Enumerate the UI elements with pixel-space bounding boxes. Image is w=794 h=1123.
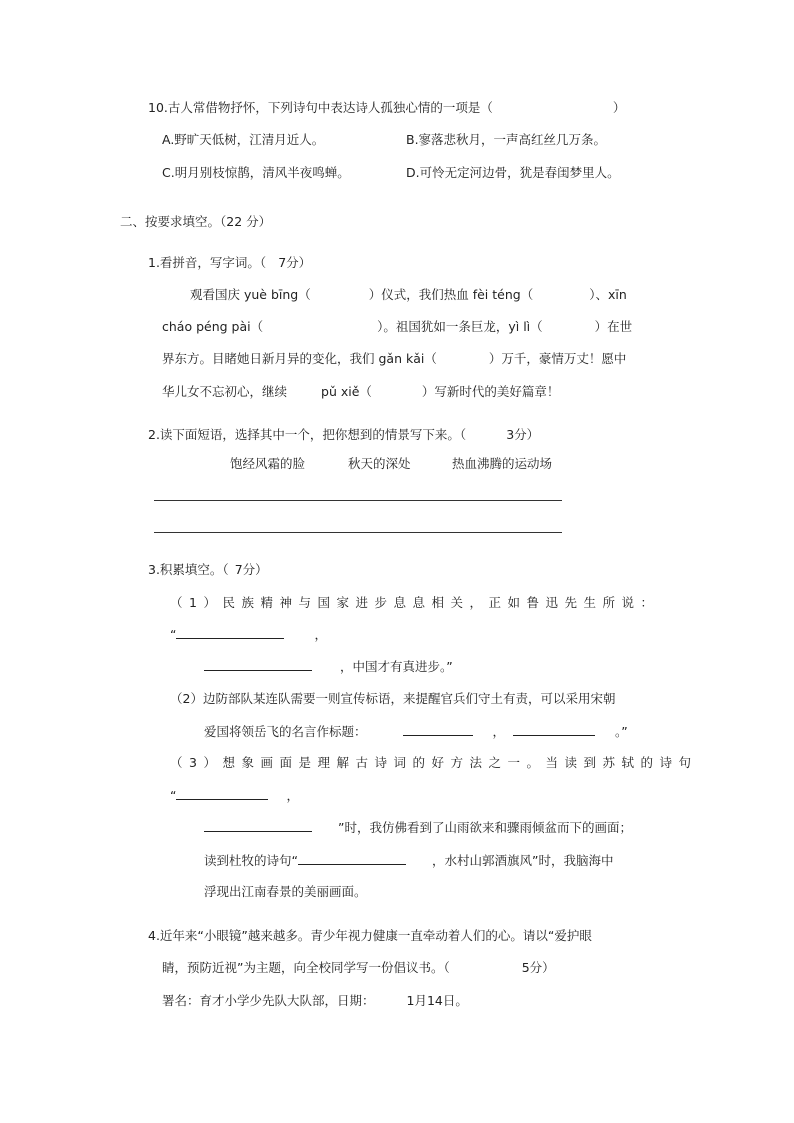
blank-3[interactable] xyxy=(403,722,473,736)
part3-blank-row-2: ，中国才有真进步。” xyxy=(204,657,453,676)
part3-sentence-4: 读到杜牧的诗句“ ，水村山郭酒旗风”时，我脑海中 xyxy=(204,853,614,868)
part3-sentence-3: （3）想象画面是理解古诗词的好方法之一。当读到苏轼的诗句 xyxy=(170,755,698,770)
blank-5[interactable] xyxy=(176,786,268,800)
part1-title: 1.看拼音，写字词。（ 7分） xyxy=(148,255,312,270)
part3-title: 3.积累填空。（ 7分） xyxy=(148,562,268,577)
part2-title: 2.读下面短语，选择其中一个，把你想到的情景写下来。（ 3分） xyxy=(148,427,540,442)
blank-6[interactable] xyxy=(204,818,312,832)
part2-writing-line-1[interactable] xyxy=(154,500,562,501)
blank-2[interactable] xyxy=(204,657,312,671)
part1-line4: 华儿女不忘初心，继续 pǔ xiě（ ）写新时代的美好篇章！ xyxy=(162,384,560,399)
section-two-title: 二、按要求填空。（22 分） xyxy=(120,214,272,229)
part1-line3: 界东方。目睹她日新月异的变化，我们 gǎn kǎi（ ）万千，豪情万丈！愿中 xyxy=(162,351,627,366)
part4-line-2: 睛，预防近视”为主题，向全校同学写一份倡议书。（ 5分） xyxy=(162,960,555,975)
part2-phrase-1: 饱经风霜的脸 xyxy=(230,456,306,471)
part4-line-3: 署名：育才小学少先队大队部，日期： 1月14日。 xyxy=(162,993,468,1008)
q10-option-b: B.寥落悲秋月，一声高红丝几万条。 xyxy=(406,132,607,147)
q10-option-d: D.可怜无定河边骨，犹是春闺梦里人。 xyxy=(406,165,620,180)
part3-blank-row-1: “ ， xyxy=(170,627,327,642)
part3-sentence-2a: （2）边防部队某连队需要一则宣传标语，来提醒官兵们守土有责，可以采用宋朝 xyxy=(170,691,616,706)
part2-writing-line-2[interactable] xyxy=(154,532,562,533)
part3-blank-row-3: “ ， xyxy=(170,788,299,803)
part3-sentence-1: （1）民族精神与国家进步息息相关，正如鲁迅先生所说： xyxy=(170,595,660,610)
part2-phrase-2: 秋天的深处 xyxy=(348,456,411,471)
q10-option-a: A.野旷天低树，江清月近人。 xyxy=(162,132,325,147)
part1-line2: cháo péng pài（ ）。祖国犹如一条巨龙，yì lì（ ）在世 xyxy=(162,319,633,334)
part3-blank-row-4: ”时，我仿佛看到了山雨欲来和骤雨倾盆而下的画面； xyxy=(204,818,632,837)
blank-1[interactable] xyxy=(176,625,284,639)
part4-line-1: 4.近年来“小眼镜”越来越多。青少年视力健康一直牵动着人们的心。请以“爱护眼 xyxy=(148,928,592,943)
blank-4[interactable] xyxy=(513,722,595,736)
blank-7[interactable] xyxy=(298,851,406,865)
part3-sentence-4-end: 浮现出江南春景的美丽画面。 xyxy=(204,884,367,899)
q10-option-c: C.明月别枝惊鹊，清风半夜鸣蝉。 xyxy=(162,165,350,180)
q10-stem: 10.古人常借物抒怀，下列诗句中表达诗人孤独心情的一项是（ ） xyxy=(148,100,626,115)
part3-sentence-2b: 爱国将领岳飞的名言作标题： ， 。” xyxy=(204,724,628,739)
part1-line1: 观看国庆 yuè bīng（ ）仪式，我们热血 fèi téng（ ）、xīn xyxy=(190,287,627,302)
part2-phrase-3: 热血沸腾的运动场 xyxy=(452,456,553,471)
